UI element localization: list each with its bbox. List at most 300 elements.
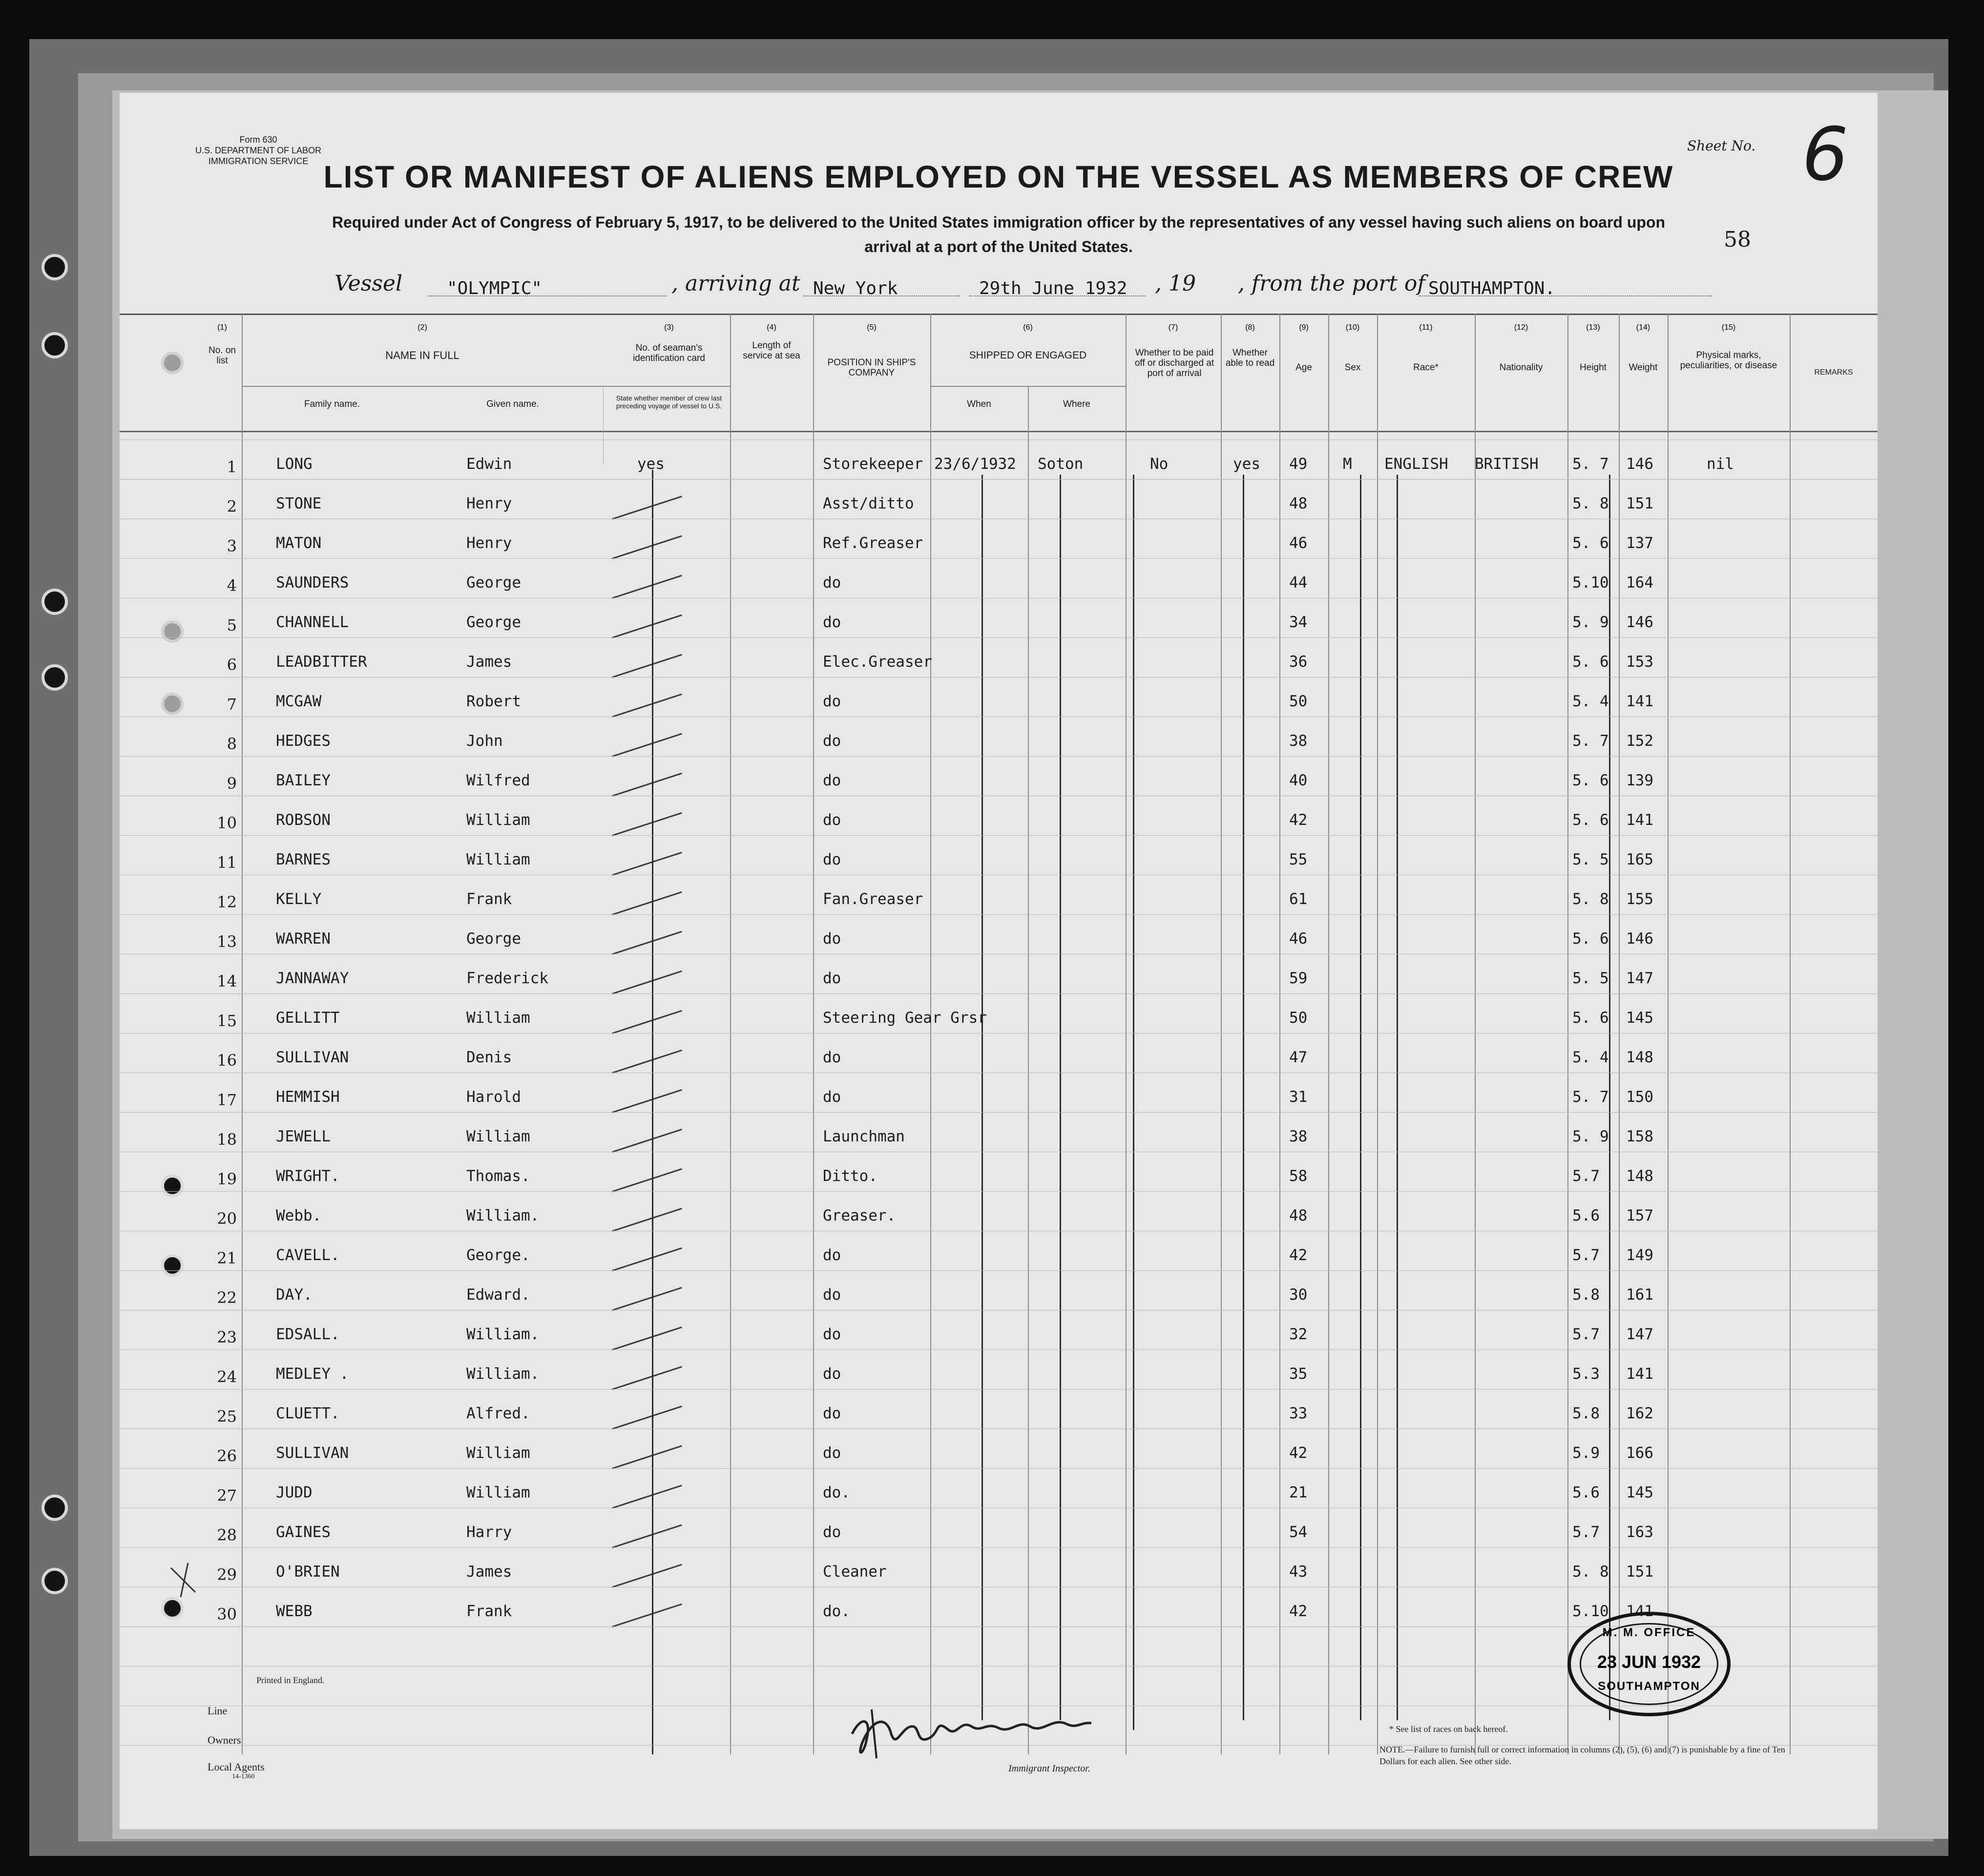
position-cell: do. [823,1602,850,1620]
arriving-port: New York [813,278,898,298]
position-cell: Fan.Greaser [823,890,923,908]
family-name-cell: KELLY [276,890,322,908]
position-cell: Elec.Greaser [823,653,932,671]
header-name-in-full: NAME IN FULL [385,349,459,361]
age-cell: 38 [1289,732,1308,750]
pen-check-mark [612,1010,682,1034]
ditto-pen-line [1360,475,1361,1720]
age-cell: 42 [1289,1444,1308,1462]
weight-cell: 164 [1626,574,1653,591]
weight-cell: 141 [1626,811,1653,829]
row-number-cell: 19 [217,1170,237,1188]
row-number-cell: 25 [217,1407,237,1426]
col-rule [1619,314,1620,1754]
given-name-cell: Wilfred [466,772,530,789]
position-cell: do [823,1088,841,1106]
position-cell: Asst/ditto [823,495,914,512]
height-cell: 5.10 [1572,1602,1609,1620]
col-number: (13) [1586,323,1600,332]
row-number-cell: 29 [217,1565,237,1584]
col-rule [930,314,931,1754]
height-cell: 5.7 [1572,1523,1600,1541]
age-cell: 31 [1289,1088,1308,1106]
given-name-cell: James [466,1563,512,1581]
weight-cell: 151 [1626,1563,1653,1581]
weight-cell: 147 [1626,970,1653,987]
row-number-cell: 6 [227,655,237,674]
height-cell: 5. 9 [1572,1128,1609,1145]
given-name-cell: William [466,1484,530,1501]
col-rule [1328,314,1329,1754]
age-cell: 59 [1289,970,1308,987]
weight-cell: 141 [1626,1602,1653,1620]
family-name-cell: EDSALL. [276,1326,340,1343]
row-number-cell: 21 [217,1249,237,1267]
departure-port: SOUTHAMPTON. [1428,278,1556,298]
weight-cell: 137 [1626,534,1653,552]
height-cell: 5. 5 [1572,851,1609,868]
inspector-signature [842,1700,1096,1763]
col-rule [1126,314,1127,1754]
given-name-cell: Henry [466,534,512,552]
family-name-cell: Webb. [276,1207,322,1224]
position-cell: do [823,1326,841,1343]
height-cell: 5.6 [1572,1484,1600,1501]
row-rule [120,835,1878,836]
weight-cell: 166 [1626,1444,1653,1462]
col-number: (14) [1636,323,1650,332]
pen-check-mark [612,496,682,520]
height-cell: 5. 6 [1572,653,1609,671]
row-number-cell: 11 [217,853,237,872]
arrival-date: 29th June 1932 [979,278,1128,298]
header-given-name: Given name. [486,399,539,409]
given-name-cell: James [466,653,512,671]
family-name-cell: JUDD [276,1484,313,1501]
header-sex: Sex [1344,362,1361,373]
pen-check-mark [612,1327,682,1350]
given-name-cell: George. [466,1246,530,1264]
row-number-cell: 1 [227,458,237,476]
height-cell: 5. 8 [1572,890,1609,908]
age-cell: 43 [1289,1563,1308,1581]
position-cell: do [823,1405,841,1422]
age-cell: 55 [1289,851,1308,868]
form-reference: 14-1360 [232,1773,255,1780]
family-name-cell: HEDGES [276,732,331,750]
header-id-card-note: State whether member of crew last preceding voyage of vessel to U.S. [616,394,722,410]
header-able-read: Whether able to read [1225,348,1275,368]
pen-check-mark [612,1445,682,1469]
height-cell: 5. 4 [1572,693,1609,710]
row-rule [120,1112,1878,1113]
height-cell: 5. 8 [1572,495,1609,512]
family-name-cell: LEADBITTER [276,653,367,671]
physical-marks-cell: nil [1707,455,1734,473]
family-name-cell: DAY. [276,1286,313,1304]
position-cell: Storekeeper [823,455,923,473]
pen-check-mark [612,1603,682,1627]
row-rule [120,993,1878,994]
height-cell: 5.7 [1572,1326,1600,1343]
given-name-cell: Alfred. [466,1405,530,1422]
row-rule [120,756,1878,757]
height-cell: 5. 7 [1572,1088,1609,1106]
age-cell: 42 [1289,1246,1308,1264]
family-name-cell: STONE [276,495,322,512]
family-name-cell: ROBSON [276,811,331,829]
col-rule [1377,314,1378,1754]
weight-cell: 141 [1626,1365,1653,1383]
from-label: , from the port of [1238,271,1425,296]
weight-cell: 158 [1626,1128,1653,1145]
given-name-cell: Frederick [466,970,548,987]
family-name-cell: JEWELL [276,1128,331,1145]
age-cell: 36 [1289,653,1308,671]
pen-check-mark [612,694,682,717]
given-name-cell: Thomas. [466,1167,530,1185]
row-rule [120,1349,1878,1350]
row-number-cell: 27 [217,1486,237,1505]
header-no-on-list: No. on list [209,345,236,366]
weight-cell: 145 [1626,1484,1653,1501]
position-cell: do. [823,1484,850,1501]
age-cell: 21 [1289,1484,1308,1501]
col-rule [242,314,243,1754]
row-number-cell: 4 [227,576,237,595]
row-number-cell: 2 [227,497,237,516]
age-cell: 42 [1289,1602,1308,1620]
pen-check-mark [612,1524,682,1548]
owners-label: Owners [208,1734,241,1746]
col-rule [1221,314,1222,1754]
page-title: LIST OR MANIFEST OF ALIENS EMPLOYED ON THE VESSEL AS MEMBERS OF CREW [323,159,1674,194]
weight-cell: 161 [1626,1286,1653,1304]
row-number-cell: 18 [217,1130,237,1149]
row-number-cell: 7 [227,695,237,714]
pen-check-mark [612,1089,682,1113]
family-name-cell: CLUETT. [276,1405,340,1422]
position-cell: do [823,930,841,948]
position-cell: do [823,1246,841,1264]
underline [969,295,1145,296]
page-number: 58 [1724,227,1751,252]
row-number-cell: 8 [227,735,237,753]
binder-hole [42,332,68,358]
line-label: Line [208,1705,228,1717]
shipped-when-cell: 23/6/1932 [934,455,1016,473]
sheet-label: Sheet No. [1687,138,1756,154]
given-name-cell: John [466,732,503,750]
row-rule [120,914,1878,915]
age-cell: 48 [1289,1207,1308,1224]
page-subtitle [120,210,1878,259]
pen-check-mark [612,535,682,559]
position-cell: do [823,1286,841,1304]
col-rule [603,386,604,464]
given-name-cell: Denis [466,1049,512,1066]
position-cell: Greaser. [823,1207,896,1224]
inspector-label: Immigrant Inspector. [1008,1763,1090,1774]
row-number-cell: 26 [217,1447,237,1465]
pen-check-mark [612,1247,682,1271]
family-name-cell: SULLIVAN [276,1444,349,1462]
given-name-cell: Frank [466,1602,512,1620]
col-rule [1567,314,1568,1754]
age-cell: 48 [1289,495,1308,512]
department-name: U.S. DEPARTMENT OF LABOR [195,146,322,155]
header-height: Height [1580,362,1607,373]
position-cell: do [823,1049,841,1066]
col-number: (4) [767,323,776,332]
col-number: (12) [1514,323,1528,332]
row-number-cell: 12 [217,893,237,911]
manifest-page [120,93,1878,1829]
form-number: Form 630 [239,135,277,145]
age-cell: 33 [1289,1405,1308,1422]
table-rule [120,314,1878,315]
family-name-cell: SAUNDERS [276,574,349,591]
height-cell: 5. 4 [1572,1049,1609,1066]
position-cell: Ditto. [823,1167,877,1185]
height-cell: 5.7 [1572,1167,1600,1185]
binder-hole [42,254,68,280]
age-cell: 38 [1289,1128,1308,1145]
binder-hole [42,1568,68,1594]
col-rule [1028,386,1029,1754]
height-cell: 5.6 [1572,1207,1600,1224]
weight-cell: 147 [1626,1326,1653,1343]
given-name-cell: William [466,1128,530,1145]
col-number: (5) [867,323,877,332]
vessel-label: Vessel [334,271,403,296]
vessel-name: "OLYMPIC" [447,278,543,298]
weight-cell: 151 [1626,495,1653,512]
weight-cell: 141 [1626,693,1653,710]
height-cell: 5. 5 [1572,970,1609,987]
weight-cell: 146 [1626,613,1653,631]
ditto-pen-line [1133,475,1134,1730]
crew-table [120,314,1878,1779]
col-rule [1790,314,1791,1754]
race-cell: ENGLISH [1384,455,1448,473]
position-cell: do [823,970,841,987]
header-when: When [967,399,991,409]
given-name-cell: Edward. [466,1286,530,1304]
nationality-cell: BRITISH [1475,455,1539,473]
binder-hole [42,664,68,691]
weight-cell: 157 [1626,1207,1653,1224]
height-cell: 5.9 [1572,1444,1600,1462]
given-name-cell: Henry [466,495,512,512]
id-card-cell: yes [637,455,665,473]
pen-check-mark [612,1050,682,1074]
height-cell: 5.7 [1572,1246,1600,1264]
height-cell: 5.3 [1572,1365,1600,1383]
pen-check-mark [612,1168,682,1192]
age-cell: 47 [1289,1049,1308,1066]
col-number: (9) [1299,323,1309,332]
given-name-cell: William. [466,1326,540,1343]
position-cell: do [823,693,841,710]
position-cell: do [823,1365,841,1383]
able-read-cell: yes [1233,455,1260,473]
office-stamp [1567,1612,1731,1716]
col-number: (3) [664,323,674,332]
age-cell: 44 [1289,574,1308,591]
pen-check-mark [612,812,682,836]
table-rule [120,431,1878,432]
given-name-cell: George [466,613,521,631]
header-age: Age [1295,362,1312,373]
pen-check-mark [612,1406,682,1430]
position-cell: Launchman [823,1128,905,1145]
age-cell: 58 [1289,1167,1308,1185]
col-number: (7) [1168,323,1178,332]
age-cell: 50 [1289,1009,1308,1027]
pen-check-mark [612,931,682,955]
table-rule [242,386,730,387]
position-cell: do [823,613,841,631]
row-number-cell: 3 [227,537,237,555]
given-name-cell: Harry [466,1523,512,1541]
family-name-cell: WARREN [276,930,331,948]
weight-cell: 163 [1626,1523,1653,1541]
position-cell: Steering Gear Grsr [823,1009,987,1027]
sex-cell: M [1343,455,1352,473]
given-name-cell: William [466,851,530,868]
row-rule [120,1270,1878,1271]
header-position: POSITION IN SHIP'S COMPANY [827,358,916,378]
header-paid-off: Whether to be paid off or discharged at port of arrival [1134,348,1214,379]
agents-label: Local Agents [208,1761,265,1773]
pen-check-mark [612,1208,682,1232]
row-number-cell: 15 [217,1012,237,1030]
height-cell: 5. 6 [1572,1009,1609,1027]
fine-note: NOTE.—Failure to furnish full or correct information in columns (2), (5), (6) and (7) is punishable by a fine of Ten Dollars for each alien. See other side. [1379,1745,1785,1766]
row-number-cell: 17 [217,1091,237,1109]
subtitle-text: Required under Act of Congress of February 5, 1917, to be delivered to the United States immigration officer by the representatives of any vessel having such aliens on board upon arrival at a port of the United States. [332,213,1666,255]
row-number-cell: 14 [217,972,237,991]
given-name-cell: George [466,574,521,591]
pen-check-mark [612,773,682,797]
age-cell: 35 [1289,1365,1308,1383]
family-name-cell: MCGAW [276,693,322,710]
position-cell: do [823,574,841,591]
family-name-cell: LONG [276,455,313,473]
age-cell: 49 [1289,455,1308,473]
weight-cell: 146 [1626,455,1653,473]
col-number: (8) [1245,323,1255,332]
height-cell: 5. 6 [1572,534,1609,552]
col-number: (6) [1023,323,1033,332]
family-name-cell: HEMMISH [276,1088,340,1106]
row-number-cell: 5 [227,616,237,634]
col-number: (15) [1721,323,1736,332]
pen-check-mark [612,575,682,599]
weight-cell: 148 [1626,1049,1653,1066]
pen-check-mark [612,654,682,678]
shipped-where-cell: Soton [1038,455,1084,473]
age-cell: 50 [1289,693,1308,710]
height-cell: 5.10 [1572,574,1609,591]
age-cell: 46 [1289,534,1308,552]
age-cell: 61 [1289,890,1308,908]
header-physical-marks: Physical marks, peculiarities, or disease [1680,350,1777,371]
col-rule [1475,314,1476,1754]
family-name-cell: BAILEY [276,772,331,789]
underline [803,295,960,296]
family-name-cell: GELLITT [276,1009,340,1027]
position-cell: do [823,811,841,829]
row-rule [120,1191,1878,1192]
position-cell: do [823,851,841,868]
header-weight: Weight [1629,362,1658,373]
weight-cell: 165 [1626,851,1653,868]
underline [427,295,667,296]
service-name: IMMIGRATION SERVICE [208,156,309,166]
paid-off-cell: No [1150,455,1169,473]
col-rule [1668,314,1669,1754]
row-number-cell: 23 [217,1328,237,1347]
height-cell: 5. 7 [1572,732,1609,750]
col-rule [813,314,814,1754]
given-name-cell: William. [466,1207,540,1224]
family-name-cell: MATON [276,534,322,552]
col-rule [730,314,731,1754]
given-name-cell: William. [466,1365,540,1383]
age-cell: 30 [1289,1286,1308,1304]
given-name-cell: Frank [466,890,512,908]
header-remarks: REMARKS [1814,368,1853,377]
header-length-service: Length of service at sea [743,340,800,361]
ditto-pen-line [982,475,983,1720]
row-rule [120,1389,1878,1390]
given-name-cell: Edwin [466,455,512,473]
header-shipped-engaged: SHIPPED OR ENGAGED [969,350,1087,361]
row-number-cell: 13 [217,932,237,951]
weight-cell: 162 [1626,1405,1653,1422]
col-number: (11) [1419,323,1433,332]
weight-cell: 152 [1626,732,1653,750]
family-name-cell: CAVELL. [276,1246,340,1264]
family-name-cell: O'BRIEN [276,1563,340,1581]
family-name-cell: JANNAWAY [276,970,349,987]
ditto-pen-line [1397,475,1398,1720]
position-cell: Cleaner [823,1563,887,1581]
pen-check-mark [612,1564,682,1588]
col-rule [1279,314,1280,1754]
pen-check-mark [612,1485,682,1509]
printed-in: Printed in England. [256,1675,325,1685]
stamp-port: SOUTHAMPTON [1598,1680,1700,1693]
ditto-pen-line [1243,475,1244,1720]
weight-cell: 139 [1626,772,1653,789]
given-name-cell: William [466,811,530,829]
row-rule [120,558,1878,559]
given-name-cell: William [466,1444,530,1462]
given-name-cell: Harold [466,1088,521,1106]
height-cell: 5.8 [1572,1405,1600,1422]
height-cell: 5. 9 [1572,613,1609,631]
position-cell: do [823,732,841,750]
col-number: (1) [217,323,227,332]
age-cell: 54 [1289,1523,1308,1541]
position-cell: do [823,1523,841,1541]
pen-check-mark [612,1366,682,1390]
header-family-name: Family name. [304,399,360,409]
binder-hole [42,1495,68,1521]
